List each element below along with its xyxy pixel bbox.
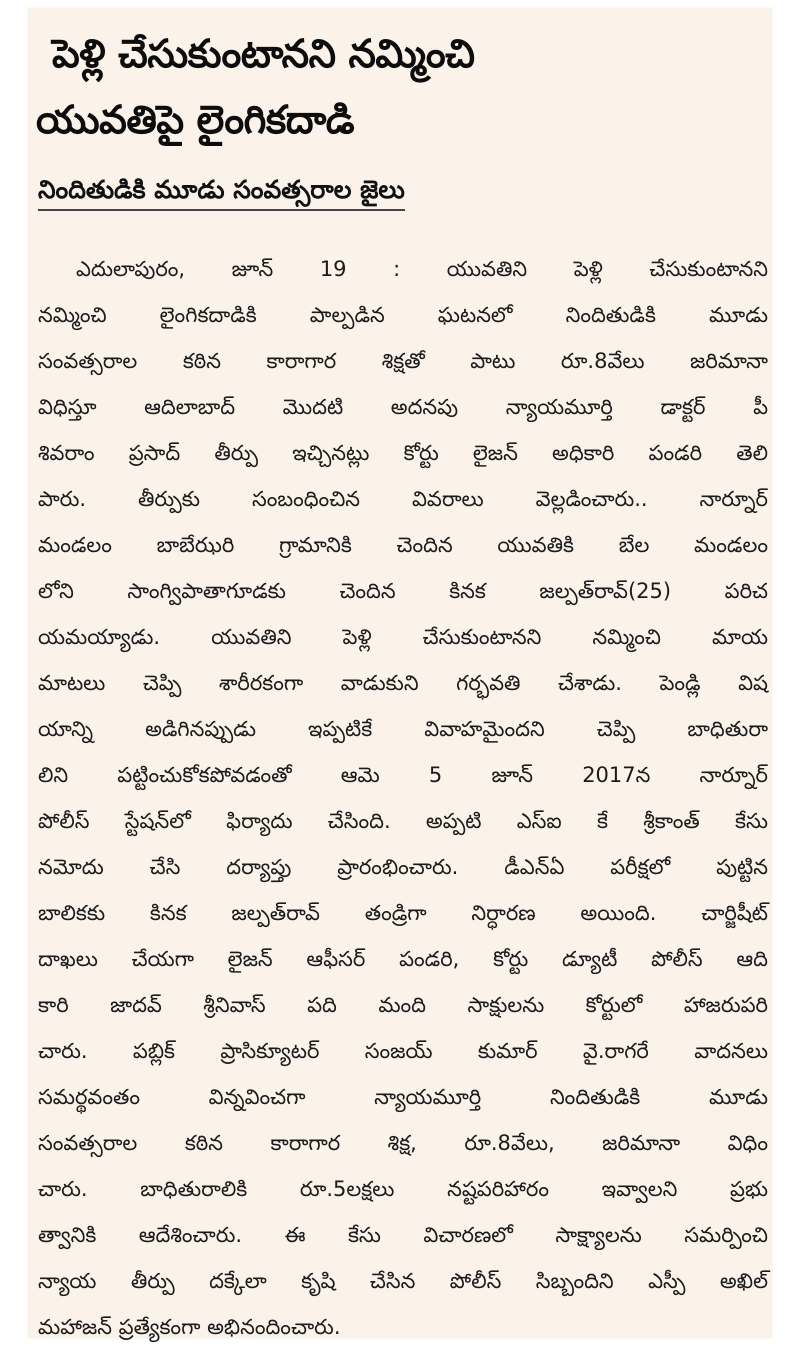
article-body-line: సంవత్సరాల కఠిన కారాగార శిక్షతో పాటు రూ.8వేలు జరిమానా [38, 349, 768, 373]
article-body-line: పోలీస్ స్టేషన్‌లో ఫిర్యాదు చేసింది. అప్పటి ఎస్ఐ కే శ్రీకాంత్ కేసు [38, 809, 768, 833]
article-body-line: చారు. పబ్లిక్ ప్రాసిక్యూటర్ సంజయ్ కుమార్ వై.రాగరే వాదనలు [38, 1039, 768, 1063]
article-body-line: నమ్మించి లైంగికదాడికి పాల్పడిన ఘటనలో నిందితుడికి మూడు [38, 303, 768, 327]
article-body-line: చారు. బాధితురాలికి రూ.5లక్షలు నష్టపరిహారం ఇవ్వాలని ప్రభు [38, 1177, 768, 1201]
article-body-line: లోని సాంగ్విపాతాగూడకు చెందిన కినక జల్పత్‌రావ్(25) పరిచ [38, 579, 768, 603]
article-body-line: కారి జాదవ్ శ్రీనివాస్ పది మంది సాక్షులను కోర్టులో హాజరుపరి [38, 993, 768, 1017]
article-body-line: యమయ్యాడు. యువతిని పెళ్లి చేసుకుంటానని నమ్మించి మాయ [38, 625, 768, 649]
article-body-line: మండలం బాబేఝరి గ్రామానికి చెందిన యువతికి బేల మండలం [38, 533, 768, 557]
headline-line-1: పెళ్లి చేసుకుంటానని నమ్మించి [52, 32, 475, 77]
subheadline: నిందితుడికి మూడు సంవత్సరాల జైలు [38, 172, 405, 211]
article-body-line: త్వానికి ఆదేశించారు. ఈ కేసు విచారణలో సాక్ష్యాలను సమర్పించి [38, 1223, 768, 1247]
article-body-line: న్యాయ తీర్పు దక్కేలా కృషి చేసిన పోలీస్ సిబ్బందిని ఎస్పీ అఖిల్ [38, 1269, 768, 1293]
article-body-line: బాలికకు కినక జల్పత్‌రావ్ తండ్రిగా నిర్ధారణ అయింది. చార్జిషీట్ [38, 901, 768, 925]
article-body-line: యాన్ని అడిగినప్పుడు ఇప్పటికే వివాహమైందని చెప్పి బాధితురా [38, 717, 768, 741]
article-body-line: మహాజన్ ప్రత్యేకంగా అభినందించారు. [38, 1315, 341, 1339]
article-body-line: సమర్థవంతం విన్నవించగా న్యాయమూర్తి నిందితుడికి మూడు [38, 1085, 768, 1109]
article-body-line: మాటలు చెప్పి శారీరకంగా వాడుకుని గర్భవతి చేశాడు. పెండ్లి విష [38, 671, 768, 695]
article-body-line: పారు. తీర్పుకు సంబంధించిన వివరాలు వెల్లడించారు.. నార్నూర్ [38, 487, 768, 511]
headline-line-2: యువతిపై లైంగికదాడి [36, 98, 355, 143]
article-body [38, 246, 768, 1350]
article-body-line: విధిస్తూ ఆదిలాబాద్ మొదటి అదనపు న్యాయమూర్తి డాక్టర్ పీ [38, 395, 768, 419]
article-body-line: లిని పట్టించుకోకపోవడంతో ఆమె 5 జూన్ 2017న నార్నూర్ [38, 763, 768, 787]
newspaper-clipping [28, 8, 772, 1338]
article-body-line: శివరాం ప్రసాద్ తీర్పు ఇచ్చినట్లు కోర్టు లైజన్ అధికారి పండరి తెలి [38, 441, 768, 465]
article-body-line: ఎదులాపురం, జూన్ 19 : యువతిని పెళ్లి చేసుకుంటానని [76, 257, 768, 281]
article-body-line: దాఖలు చేయగా లైజన్ ఆఫీసర్ పండరి, కోర్టు డ్యూటీ పోలీస్ ఆది [38, 947, 768, 971]
article-body-line: నమోదు చేసి దర్యాప్తు ప్రారంభించారు. డీఎన్ఏ పరీక్షలో పుట్టిన [38, 855, 768, 879]
article-body-line: సంవత్సరాల కఠిన కారాగార శిక్ష, రూ.8వేలు, జరిమానా విధిం [38, 1131, 768, 1155]
